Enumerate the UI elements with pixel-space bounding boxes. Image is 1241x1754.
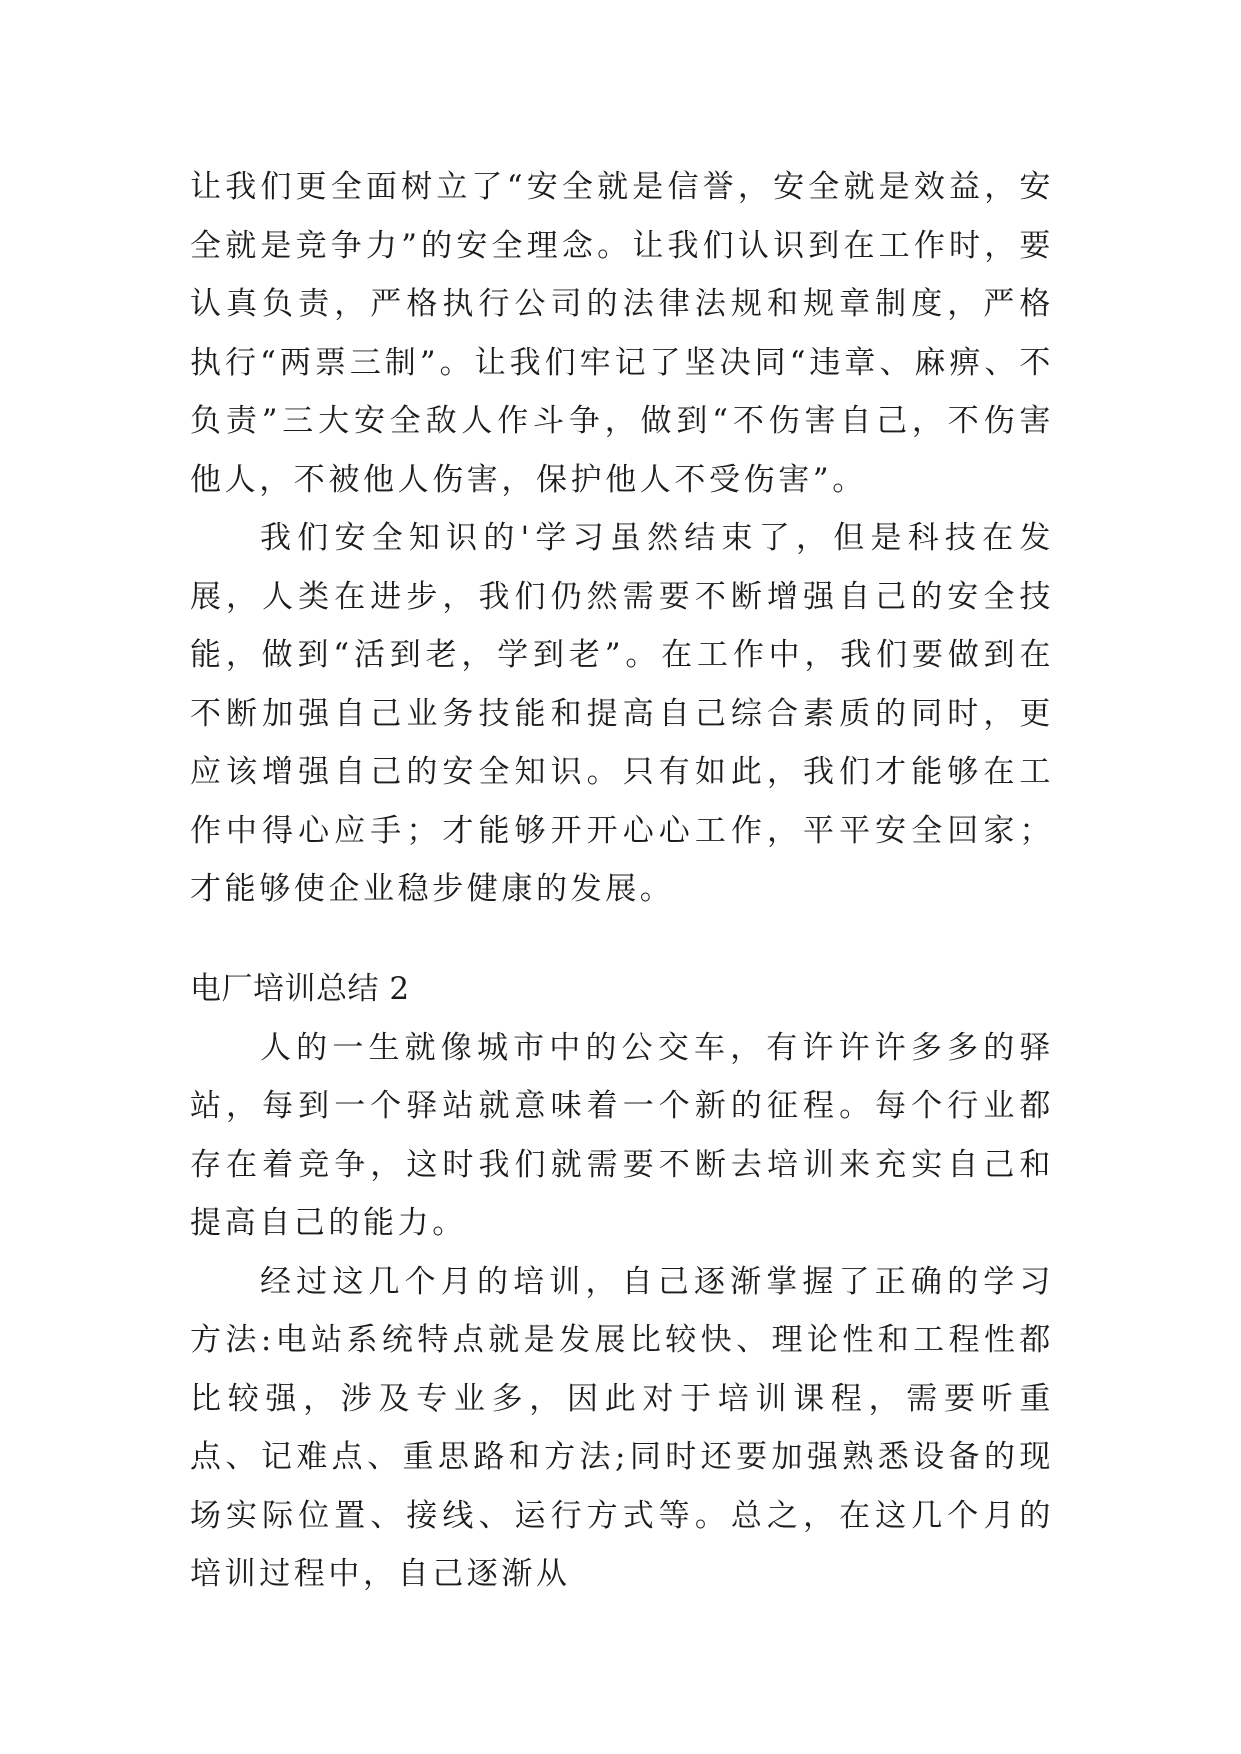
body-paragraph: 经过这几个月的培训，自己逐渐掌握了正确的学习方法:电站系统特点就是发展比较快、理论性和工程性都比较强，涉及专业多，因此对于培训课程，需要听重点、记难点、重思路和方法;同时还要加强熟悉设备的现场实际位置、接线、运行方式等。总之，在这几个月的培训过程中，自己逐渐从 — [190, 1263, 1054, 1592]
body-paragraph: 让我们更全面树立了“安全就是信誉，安全就是效益，安全就是竞争力”的安全理念。让我们认识到在工作时，要认真负责，严格执行公司的法律法规和规章制度，严格执行“两票三制”。让我们牢记了坚决同“违章、麻痹、不负责”三大安全敌人作斗争，做到“不伤害自己，不伤害他人，不被他人伤害，保护他人不受伤害”。 — [190, 169, 1054, 498]
text-block-upper — [190, 158, 1054, 919]
body-paragraph: 我们安全知识的'学习虽然结束了，但是科技在发展，人类在进步，我们仍然需要不断增强自己的安全技能，做到“活到老，学到老”。在工作中，我们要做到在不断加强自己业务技能和提高自己综合素质的同时，更应该增强自己的安全知识。只有如此，我们才能够在工作中得心应手；才能够开开心心工作，平平安全回家；才能够使企业稳步健康的发展。 — [190, 520, 1054, 907]
text-block-lower — [190, 960, 1054, 1604]
body-paragraph: 人的一生就像城市中的公交车，有许许许多多的驿站，每到一个驿站就意味着一个新的征程。每个行业都存在着竞争，这时我们就需要不断去培训来充实自己和提高自己的能力。 — [190, 1029, 1054, 1241]
section-title: 电厂培训总结 2 — [190, 971, 410, 1007]
